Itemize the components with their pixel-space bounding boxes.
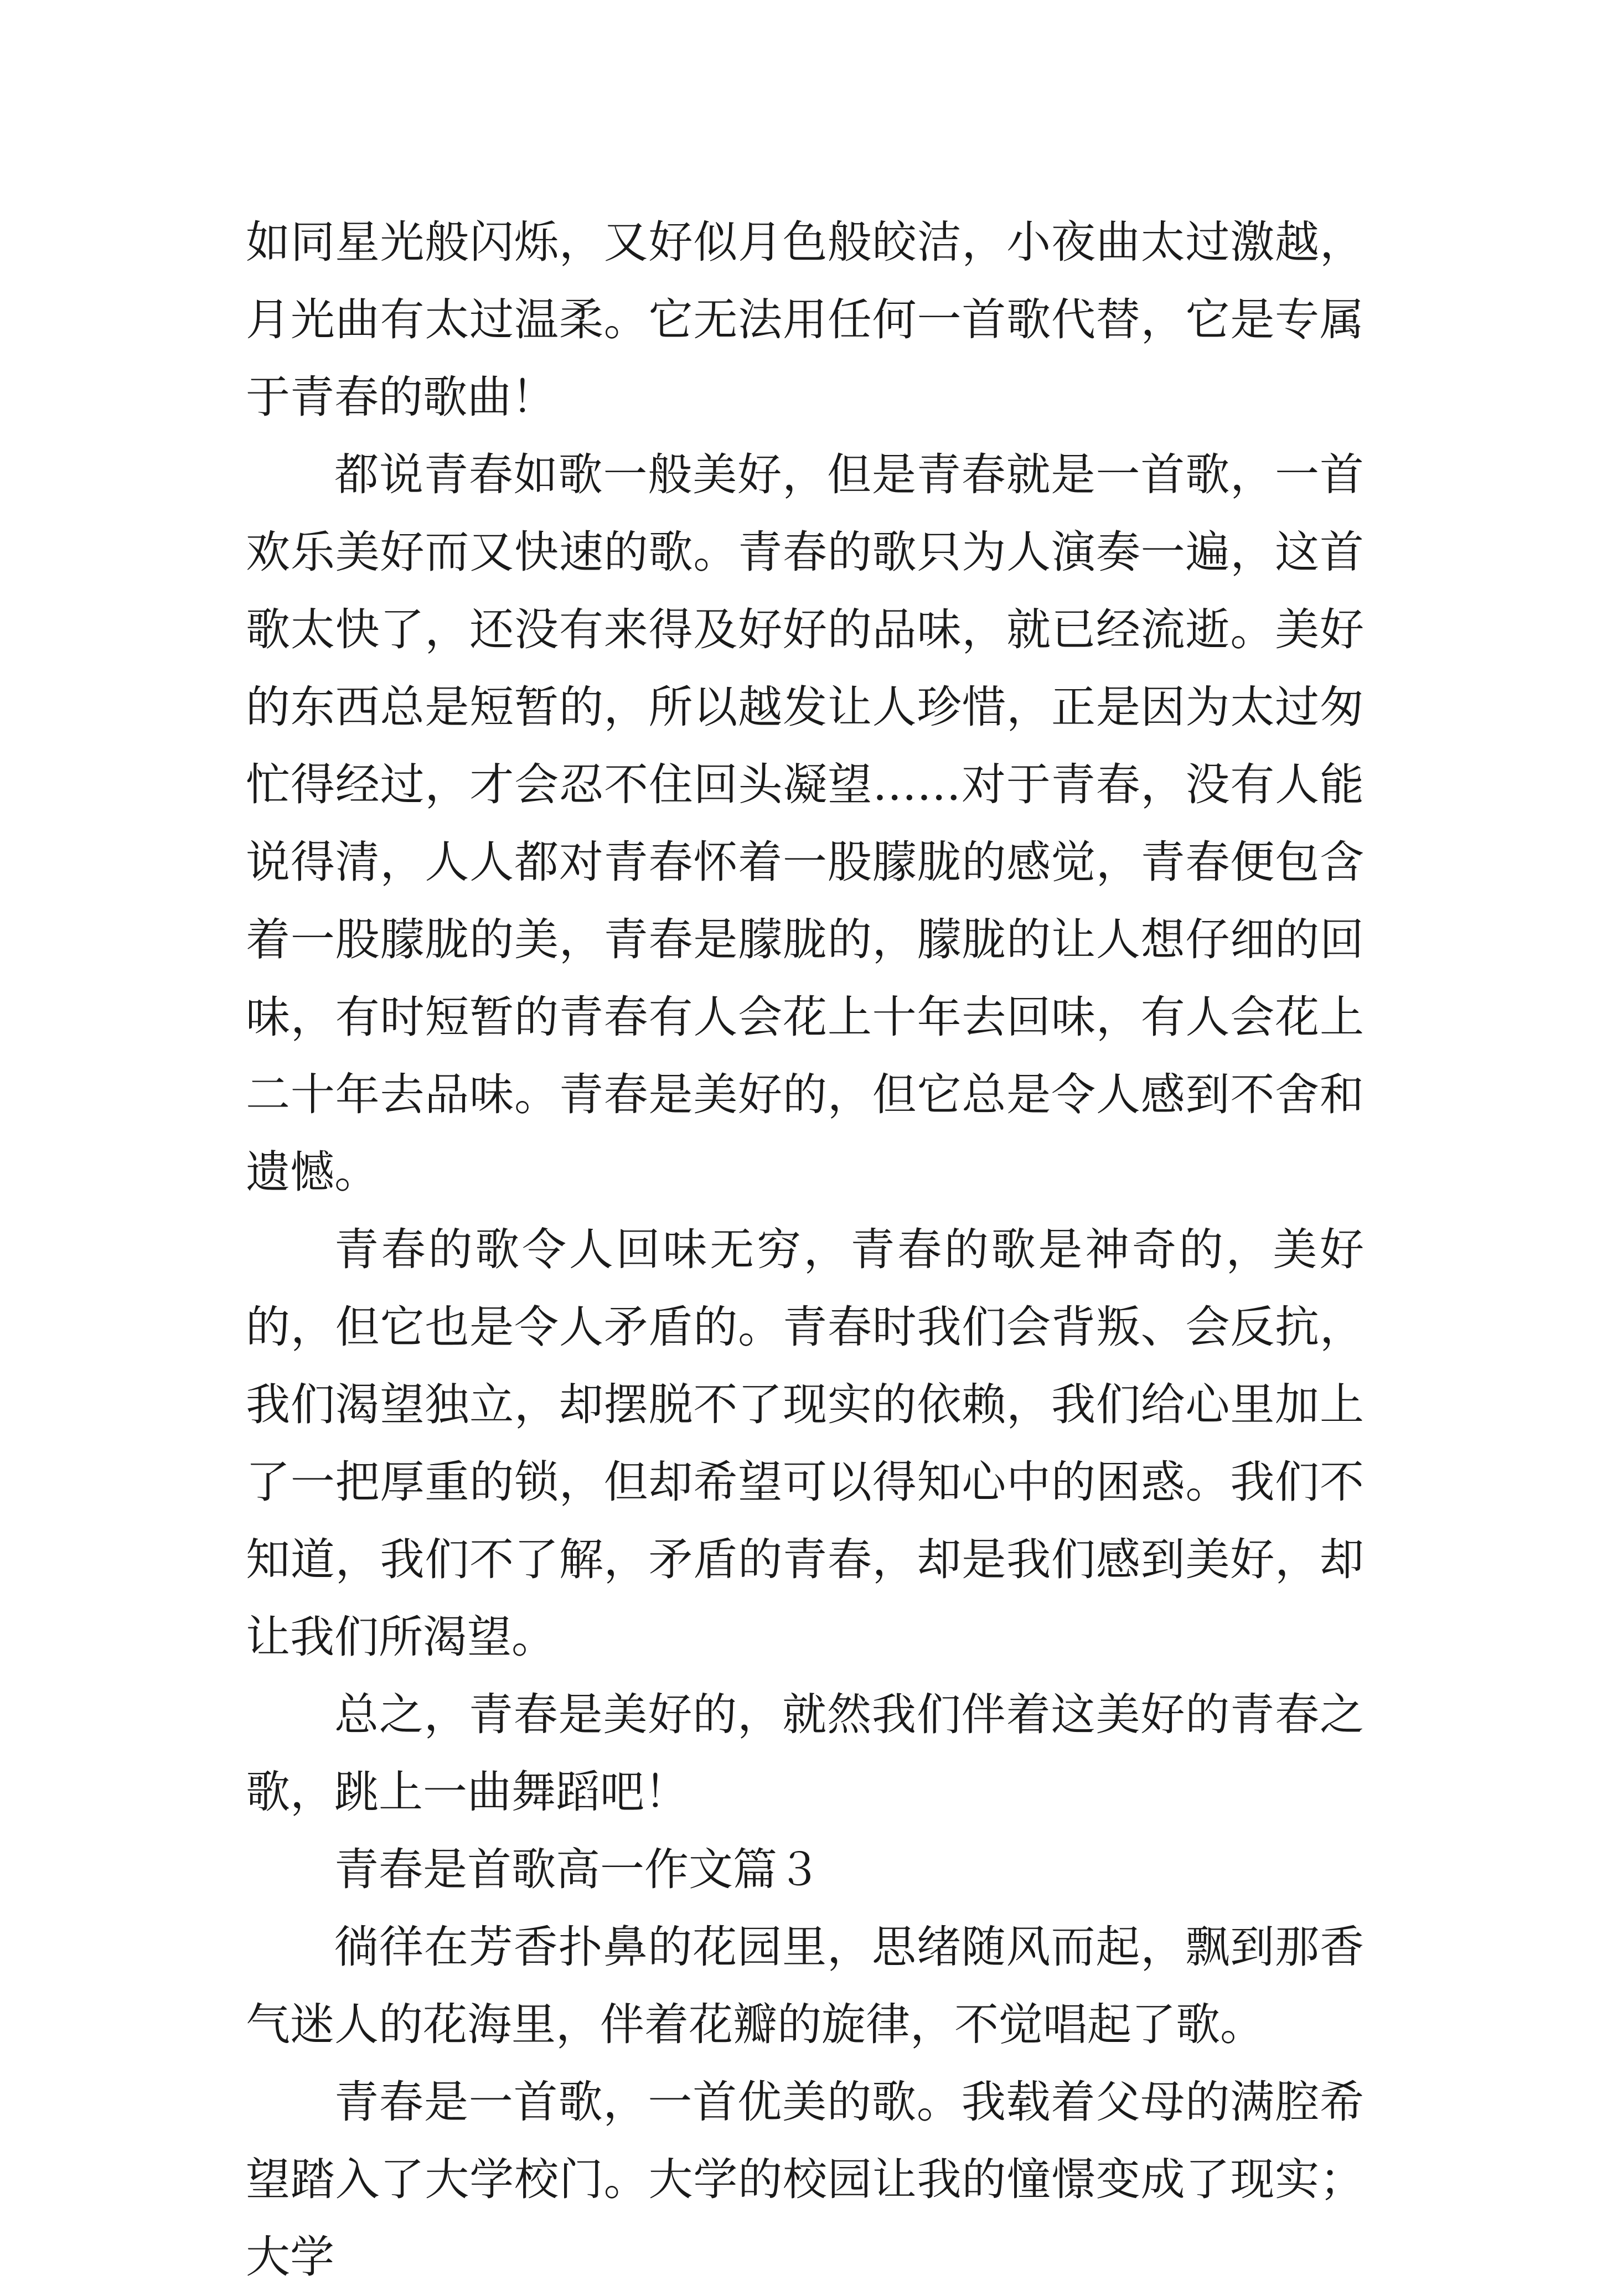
paragraph: 如同星光般闪烁，又好似月色般皎洁，小夜曲太过激越，月光曲有太过温柔。它无法用任何一首歌代替，它是专属于青春的歌曲！ <box>246 216 1364 423</box>
section-heading: 青春是首歌高一作文篇３ <box>334 1844 821 1895</box>
paragraph: 都说青春如歌一般美好，但是青春就是一首歌，一首欢乐美好而又快速的歌。青春的歌只为人演奏一遍，这首歌太快了，还没有来得及好好的品味，就已经流逝。美好的东西总是短暂的，所以越发让人珍惜，正是因为太过匆忙得经过，才会忍不住回头凝望……对于青春，没有人能说得清，人人都对青春怀着一股朦胧的感觉，青春便包含着一股朦胧的美，青春是朦胧的，朦胧的让人想仔细的回味，有时短暂的青春有人会花上十年去回味，有人会花上二十年去品味。青春是美好的，但它总是令人感到不舍和遗憾。 <box>246 449 1364 1198</box>
paragraph: 总之，青春是美好的，就然我们伴着这美好的青春之歌，跳上一曲舞蹈吧！ <box>246 1689 1364 1818</box>
paragraph: 青春的歌令人回味无穷，青春的歌是神奇的，美好的，但它也是令人矛盾的。青春时我们会背叛、会反抗，我们渴望独立，却摆脱不了现实的依赖，我们给心里加上了一把厚重的锁，但却希望可以得知心中的困惑。我们不知道，我们不了解，矛盾的青春，却是我们感到美好，却让我们所渴望。 <box>246 1224 1364 1663</box>
paragraph: 徜徉在芳香扑鼻的花园里，思绪随风而起，飘到那香气迷人的花海里，伴着花瓣的旋律，不觉唱起了歌。 <box>246 1921 1364 2050</box>
paragraph: 青春是一首歌，一首优美的歌。我载着父母的满腔希望踏入了大学校门。大学的校园让我的憧憬变成了现实；大学 <box>246 2076 1364 2283</box>
text-column <box>246 204 1364 2296</box>
